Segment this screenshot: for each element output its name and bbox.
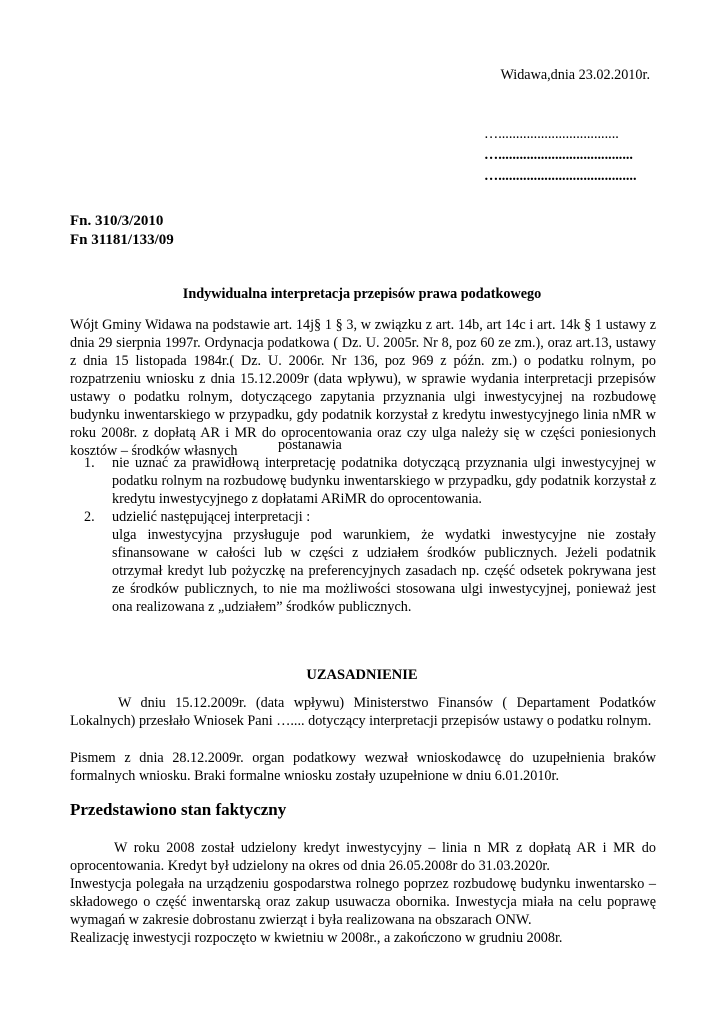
decision-text: nie uznać za prawidłową interpretację podatnika dotyczącą przyznania ulgi inwestycyjnej w podatku rolnym na rozbudowę budynku inwentarskiego w przypadku, gdy podatnik korzystał z kredytu inwestycyjnego z dopłatami ARiMR do oprocentowania. [112, 455, 656, 507]
document-date: Widawa,dnia 23.02.2010r. [500, 67, 650, 83]
facts-paragraph: Realizację inwestycji rozpoczęto w kwietniu w 2008r., a zakończono w grudniu 2008r. [70, 930, 563, 946]
reference-numbers [70, 212, 174, 250]
decision-item [84, 508, 656, 616]
justification-paragraph: Pismem z dnia 28.12.2009r. organ podatkowy wezwał wnioskodawcę do uzupełnienia braków formalnych wniosku. Braki formalne wniosku zostały uzupełnione w dniu 6.01.2010r. [70, 750, 656, 784]
facts-section [70, 839, 656, 947]
justification-paragraph: W dniu 15.12.2009r. (data wpływu) Ministerstwo Finansów ( Departament Podatków Lokalnych) przesłało Wniosek Pani ….... dotyczący interpretacji przepisów ustawy o podatku rolnym. [70, 695, 656, 729]
decision-number: 1. [84, 455, 95, 471]
facts-heading: Przedstawiono stan faktyczny [70, 800, 287, 819]
reference-number: Fn 31181/133/09 [70, 232, 174, 248]
address-line: ….................................. [484, 126, 619, 142]
postanawia-heading: postanawia [278, 437, 342, 453]
document-title: Indywidualna interpretacja przepisów prawa podatkowego [182, 286, 542, 302]
address-line: …...................................... [484, 147, 633, 163]
decision-item [84, 454, 656, 508]
address-line: …....................................... [484, 168, 637, 184]
reference-number: Fn. 310/3/2010 [70, 213, 164, 229]
intro-paragraph: Wójt Gminy Widawa na podstawie art. 14j§ 1 § 3, w związku z art. 14b, art 14c i art. 14k § 1 ustawy z dnia 29 sierpnia 1997r. Ordynacja podatkowa ( Dz. U. 2005r. Nr 8, poz 60 ze zm.), oraz art.13, ustawy z dnia 15 listopada 1984r.( Dz. U. 2006r. Nr 136, poz 969 z późn. zm.) o podatku rolnym, po rozpatrzeniu wniosku z dnia 15.12.2009r (data wpływu), w sprawie wydania interpretacji przepisów ustawy o podatku rolnym, dotyczącego zapytania przyznania ulgi inwestycyjnej na rozbudowę budynku inwentarskiego w przypadku, gdy podatnik korzystał z kredytu inwestycyjnego linia nMR w roku 2008r. z dopłatą AR i MR do oprocentowania oraz czy ulga należy się w części poniesionych kosztów – środków własnych [70, 317, 656, 459]
recipient-address-block [484, 124, 654, 187]
decision-text: udzielić następującej interpretacji : [112, 509, 311, 525]
justification-heading: UZASADNIENIE [306, 667, 418, 683]
decision-list [84, 454, 656, 616]
decision-detail: ulga inwestycyjna przysługuje pod warunkiem, że wydatki inwestycyjne nie zostały sfinansowane w całości lub w części z udziałem środków publicznych. Jeżeli podatnik otrzymał kredyt lub pożyczkę na preferencyjnych zasadach np. część odsetek pokrywana jest ze środków publicznych, to nie ma możliwości stosowana ulgi inwestycyjnej, ponieważ jest ona realizowana z „udziałem” środków publicznych. [112, 527, 656, 615]
facts-paragraph: Inwestycja polegała na urządzeniu gospodarstwa rolnego poprzez rozbudowę budynku inwentarsko – składowego o część inwentarską oraz zakup usuwacza obornika. Inwestycja miała na celu poprawę wymagań w zakresie dobrostanu zwierząt i była realizowana na obszarach ONW. [70, 876, 656, 928]
facts-paragraph: W roku 2008 został udzielony kredyt inwestycyjny – linia n MR z dopłatą AR i MR do oprocentowania. Kredyt był udzielony na okres od dnia 26.05.2008r do 31.03.2020r. [70, 840, 656, 874]
decision-number: 2. [84, 509, 95, 525]
